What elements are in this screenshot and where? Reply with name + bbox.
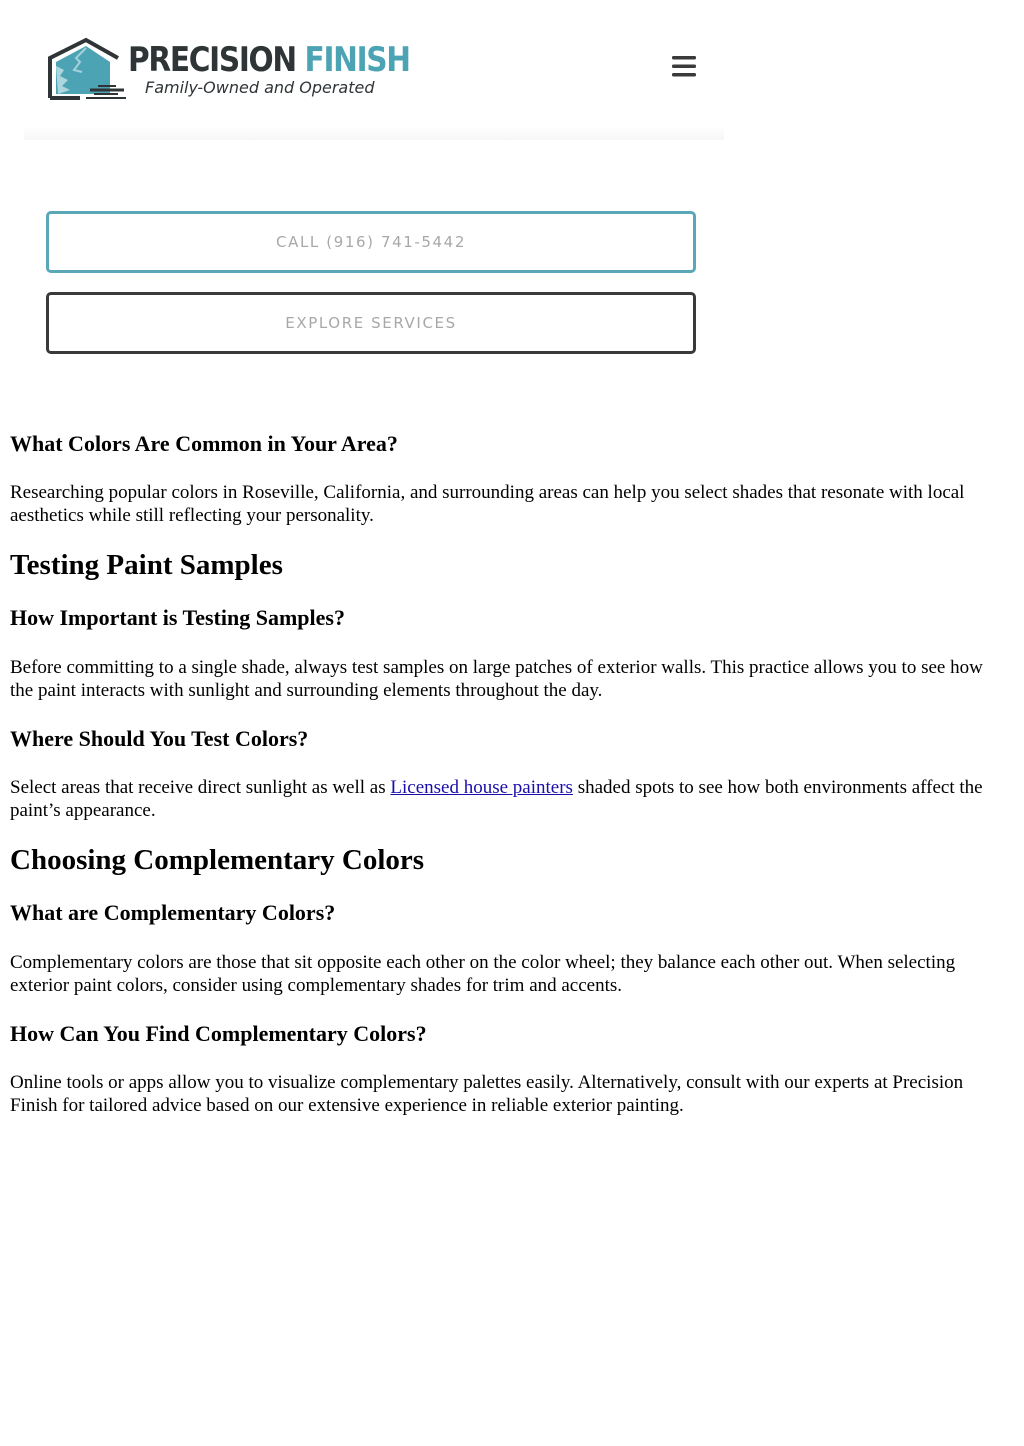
hamburger-menu-icon[interactable] bbox=[666, 52, 702, 82]
colors-area-paragraph: Researching popular colors in Roseville, California, and surrounding areas can help you select shades that resonate with local aesthetics while still reflecting your personality. bbox=[10, 482, 965, 526]
testing-samples-heading: Testing Paint Samples bbox=[10, 549, 283, 581]
complementary-find-heading: How Can You Find Complementary Colors? bbox=[10, 1021, 427, 1046]
where-test-text-before: Select areas that receive direct sunlight as well as bbox=[10, 777, 391, 798]
call-button[interactable]: CALL (916) 741-5442 bbox=[46, 211, 696, 273]
brand-name[interactable] bbox=[128, 38, 410, 82]
brand-tagline: Family-Owned and Operated bbox=[145, 78, 375, 97]
brand-name-part1: PRECISION bbox=[128, 40, 296, 80]
complementary-colors-heading: Choosing Complementary Colors bbox=[10, 844, 425, 876]
testing-importance-heading: How Important is Testing Samples? bbox=[10, 605, 345, 630]
complementary-what-paragraph: Complementary colors are those that sit opposite each other on the color wheel; they balance each other out. When selecting exterior paint colors, consider using complementary shades for trim and accents. bbox=[10, 952, 956, 996]
complementary-find-paragraph: Online tools or apps allow you to visualize complementary palettes easily. Alternatively, consult with our experts at Precision Finish for tailored advice based on our extensive experience in reliable exterior painting. bbox=[10, 1072, 964, 1116]
article-content bbox=[10, 420, 1010, 1117]
where-test-heading: Where Should You Test Colors? bbox=[10, 726, 309, 751]
colors-area-heading: What Colors Are Common in Your Area? bbox=[10, 431, 398, 456]
brand-name-part2: FINISH bbox=[304, 40, 410, 80]
licensed-house-painters-link[interactable]: Licensed house painters bbox=[390, 777, 573, 798]
where-test-text-after: shaded spots to see how both environments affect the paint’s appearance. bbox=[10, 777, 983, 821]
where-test-paragraph bbox=[10, 776, 1010, 822]
complementary-what-heading: What are Complementary Colors? bbox=[10, 900, 336, 925]
explore-services-button[interactable]: EXPLORE SERVICES bbox=[46, 292, 696, 354]
testing-importance-paragraph: Before committing to a single shade, always test samples on large patches of exterior walls. This practice allows you to see how the paint interacts with sunlight and surrounding elements throughout the day. bbox=[10, 657, 983, 701]
